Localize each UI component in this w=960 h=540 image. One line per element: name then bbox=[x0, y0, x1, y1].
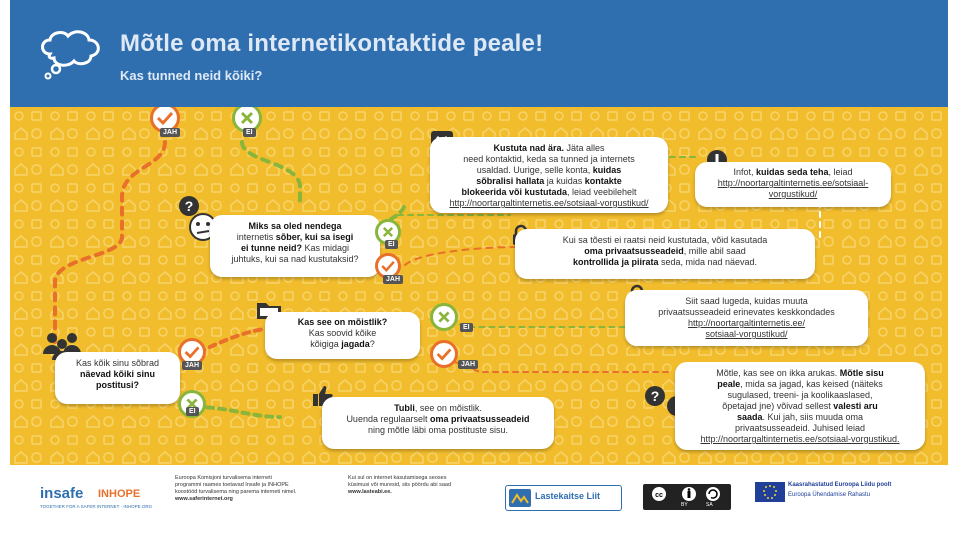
privacy-text-1: Kui sa tõesti ei raatsi neid kustutada, võid kasutada bbox=[562, 235, 768, 245]
smart-text-1a: Tubli bbox=[394, 403, 415, 413]
eu-facility-text: Euroopa Ühendamise Rahastu bbox=[788, 492, 871, 498]
start-text-2: näevad kõiki sinu bbox=[79, 369, 156, 379]
insafe-logo: insafe bbox=[40, 485, 84, 502]
think-text-6: privaatsusseadeid. Juhised leiad bbox=[734, 423, 866, 433]
howto-link-1[interactable]: http://noortargaltinternetis.ee/sotsiaal- bbox=[717, 178, 869, 188]
think-text-1b: Mõtle sisu bbox=[839, 368, 884, 378]
inhope-logo: INHOPE bbox=[98, 488, 141, 500]
privacy-text-3b: seda, mida nad näevad. bbox=[658, 257, 758, 267]
privacy-settings-bubble bbox=[515, 229, 815, 279]
why-text-2b: sõber, kui sa isegi bbox=[275, 232, 354, 242]
start-text-3: postitusi? bbox=[96, 380, 139, 390]
smart-text-1b: , see on mõistlik. bbox=[414, 403, 482, 413]
delete-text-5b: , leiad veebilehelt bbox=[566, 187, 637, 197]
read-privacy-bubble bbox=[625, 290, 868, 346]
howto-bubble bbox=[695, 162, 891, 207]
header bbox=[10, 0, 948, 107]
svg-text:cc: cc bbox=[655, 492, 663, 499]
think-text-1a: Mõtle, kas see on ikka arukas. bbox=[716, 368, 840, 378]
flowchart-area bbox=[10, 107, 948, 465]
svg-text:?: ? bbox=[184, 198, 194, 214]
think-bubble bbox=[675, 362, 925, 450]
delete-text-4a: sõbralisi hallata bbox=[476, 176, 545, 186]
why-friends-bubble bbox=[210, 215, 380, 277]
lastekaitse-logo bbox=[505, 485, 622, 511]
smart-text-2a: Uuenda regulaarselt bbox=[346, 414, 430, 424]
footer-col1-line: programmi raames toetavad Insafe ja INHOPE bbox=[175, 482, 289, 488]
question-icon bbox=[644, 385, 666, 407]
think-text-4: õpetajad jne) võivad sellest bbox=[722, 401, 834, 411]
smart-text-2b: oma privaatsusseadeid bbox=[430, 414, 530, 424]
read-text-1: Siit saad lugeda, kuidas muuta bbox=[685, 296, 808, 306]
why-text-2a: internetis bbox=[236, 232, 276, 242]
no-label: EI bbox=[243, 128, 256, 137]
no-cross-icon bbox=[430, 303, 458, 331]
eu-stars-icon bbox=[755, 482, 785, 502]
think-text-5b: . Kui jah, siis muuda oma bbox=[762, 412, 864, 422]
privacy-text-3a: kontrollida ja piirata bbox=[572, 257, 659, 267]
share-bubble bbox=[265, 312, 420, 359]
howto-text-1a: Infot, bbox=[733, 167, 756, 177]
think-text-5a: saada bbox=[736, 412, 763, 422]
share-text-3b: jagada bbox=[341, 339, 370, 349]
yes-label: JAH bbox=[458, 360, 478, 369]
yes-label: JAH bbox=[182, 361, 202, 370]
eu-funded-text: Kaasrahastatud Euroopa Liidu poolt bbox=[788, 482, 892, 488]
footer-col2 bbox=[348, 475, 493, 496]
no-label: EI bbox=[385, 240, 398, 249]
cc-sa-label: SA bbox=[706, 502, 713, 508]
smart-bubble bbox=[322, 397, 554, 449]
footer-col1-line: Euroopa Komisjoni turvalisema interneti bbox=[175, 475, 272, 481]
thought-bubble-icon bbox=[36, 28, 106, 80]
delete-text-5a: blokeerida või kustutada bbox=[461, 187, 567, 197]
page-title: Mõtle oma internetikontaktide peale! bbox=[120, 30, 544, 57]
delete-text-1: Jäta alles bbox=[563, 143, 605, 153]
cc-license-badge bbox=[643, 484, 731, 510]
yes-check-icon bbox=[430, 340, 458, 368]
delete-text-2: need kontaktid, keda sa tunned ja internets bbox=[463, 154, 635, 164]
poster bbox=[10, 0, 948, 540]
think-text-2a: peale bbox=[717, 379, 741, 389]
footer-col2-link[interactable]: www.lasteabi.ee. bbox=[348, 489, 392, 495]
no-label: EI bbox=[186, 407, 199, 416]
delete-text-3b: kuidas bbox=[592, 165, 622, 175]
eu-flag-icon bbox=[755, 482, 785, 502]
page-subtitle: Kas tunned neid kõiki? bbox=[120, 68, 263, 83]
start-question-bubble bbox=[55, 352, 180, 404]
insafe-tagline: TOGETHER FOR A SAFER INTERNET · INHOPE.ORG bbox=[40, 504, 153, 509]
yes-label: JAH bbox=[383, 275, 403, 284]
think-text-2b: , mida sa jagad, kas keised (näiteks bbox=[740, 379, 883, 389]
delete-heading: Kustuta nad ära. bbox=[493, 143, 564, 153]
why-text-1: Miks sa oled nendega bbox=[248, 221, 342, 231]
think-text-4b: valesti aru bbox=[833, 401, 878, 411]
share-text-3c: ? bbox=[369, 339, 375, 349]
privacy-text-2a: oma privaatsusseadeid bbox=[584, 246, 684, 256]
think-text-3: sugulased, treeni- ja koolikaaslased, bbox=[727, 390, 873, 400]
why-text-3: ei tunne neid? bbox=[240, 243, 302, 253]
delete-text-3: usaldad. Uurige, selle konta, bbox=[476, 165, 593, 175]
start-text-1: Kas kõik sinu sõbrad bbox=[75, 358, 160, 368]
read-text-2: privaatsusseadeid erinevates keskkondades bbox=[658, 307, 835, 317]
cc-icons bbox=[647, 486, 727, 502]
cc-by-label: BY bbox=[681, 502, 688, 508]
lastekaitse-name: Lastekaitse Liit bbox=[535, 491, 601, 501]
delete-contacts-bubble bbox=[430, 137, 668, 213]
privacy-text-2b: , mille abil saad bbox=[683, 246, 746, 256]
why-text-3b: Kas midagi bbox=[301, 243, 350, 253]
footer-col1-link[interactable]: www.saferinternet.org bbox=[175, 496, 233, 502]
no-label: EI bbox=[460, 323, 473, 332]
footer-col1-line: koostööd turvalisema ning parema interneti nimel. bbox=[175, 489, 297, 495]
delete-text-4c: kontakte bbox=[584, 176, 622, 186]
why-text-4: juhtuks, kui sa nad kustutaksid? bbox=[231, 254, 359, 264]
think-link[interactable]: http://noortargaltinternetis.ee/sotsiaal-vorgustikud. bbox=[700, 434, 900, 444]
share-text-3a: kõigiga bbox=[310, 339, 342, 349]
read-link-2[interactable]: sotsiaal-vorgustikud/ bbox=[705, 329, 788, 339]
footer-col2-line: Kui sul on internet kasutamisega seoses bbox=[348, 475, 447, 481]
smart-text-3: ning mõtle läbi oma postituste sisu. bbox=[367, 425, 509, 435]
footer-col1 bbox=[175, 475, 340, 503]
read-link-1[interactable]: http://noortargaltinternetis.ee/ bbox=[687, 318, 806, 328]
svg-text:?: ? bbox=[650, 388, 660, 404]
share-text-1: Kas see on mõistlik? bbox=[297, 317, 388, 327]
howto-link-2[interactable]: vorgustikud/ bbox=[768, 189, 818, 199]
share-text-2: Kas soovid kõike bbox=[308, 328, 377, 338]
footer bbox=[10, 465, 948, 540]
lastekaitse-mark-icon bbox=[509, 489, 531, 507]
howto-text-1c: , leiad bbox=[828, 167, 853, 177]
howto-text-1b: kuidas seda teha bbox=[755, 167, 829, 177]
yes-label: JAH bbox=[160, 128, 180, 137]
delete-text-4b: ja kuidas bbox=[544, 176, 585, 186]
footer-col2-line: küsimusi või muresid, siis pöördu abi saad bbox=[348, 482, 452, 488]
delete-link[interactable]: http://noortargaltinternetis.ee/sotsiaal-vorgustikud/ bbox=[449, 198, 649, 208]
